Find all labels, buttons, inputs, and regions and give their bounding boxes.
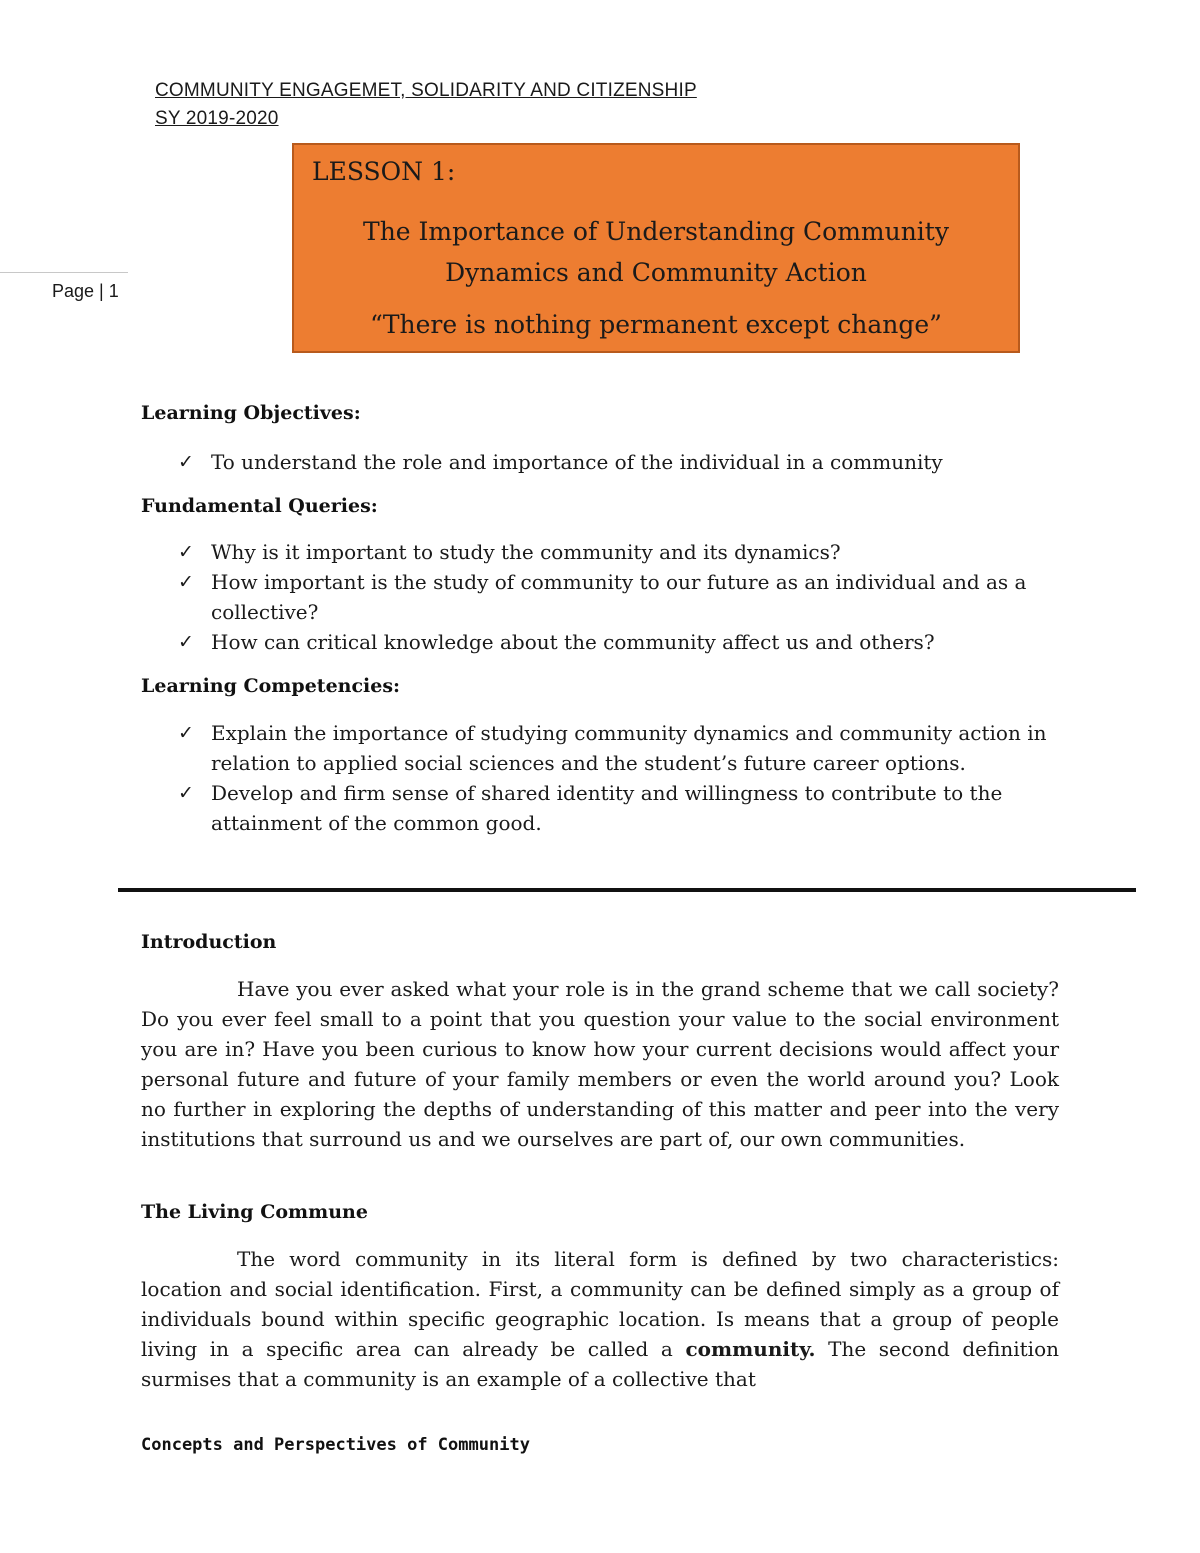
page-footer: Concepts and Perspectives of Community [141, 1435, 530, 1455]
list-item: ✓ How can critical knowledge about the community affect us and others? [178, 627, 1068, 657]
learning-competencies-list [178, 718, 1068, 838]
checkmark-icon: ✓ [178, 451, 194, 473]
lesson-number: LESSON 1: [312, 157, 456, 186]
living-commune-paragraph: The word community in its literal form is defined by two characteristics: location and social identification. First, a community can be defined simply as a group of individuals bound within specific geographic location. Is means that a group of people living in a specific area can already be called a community. The second definition surmises that a community is an example of a collective that [141, 1247, 1059, 1391]
school-year: SY 2019-2020 [155, 108, 279, 129]
learning-objectives-list [178, 447, 1068, 477]
checkmark-icon: ✓ [178, 782, 194, 804]
introduction-paragraph: Have you ever asked what your role is in the grand scheme that we call society? Do you ever feel small to a point that you question your value to the social environment you are in? Have you been curious to know how your current decisions would affect your personal future and future of your family members or even the world around you? Look no further in exploring the depths of understanding of this matter and peer into the very institutions that surround us and we ourselves are part of, our own communities. [141, 977, 1059, 1151]
checkmark-icon: ✓ [178, 541, 194, 563]
section-divider [118, 888, 1136, 892]
lesson-quote: “There is nothing permanent except change” [370, 310, 942, 339]
list-item: ✓ To understand the role and importance of the individual in a community [178, 447, 1068, 477]
lesson-banner [292, 143, 1020, 353]
list-item: ✓ Explain the importance of studying community dynamics and community action in relation to applied social sciences and the student’s future career options. [178, 718, 1068, 778]
list-item: ✓ How important is the study of community to our future as an individual and as a collective? [178, 567, 1068, 627]
living-commune-heading: The Living Commune [141, 1201, 368, 1223]
checkmark-icon: ✓ [178, 631, 194, 653]
learning-competencies-heading: Learning Competencies: [141, 675, 401, 697]
lesson-title-line-2: Dynamics and Community Action [445, 258, 867, 287]
introduction-heading: Introduction [141, 931, 277, 953]
learning-objectives-heading: Learning Objectives: [141, 402, 361, 424]
fundamental-queries-list [178, 537, 1068, 657]
bold-term: community. [685, 1337, 816, 1361]
page-number: Page | 1 [52, 281, 119, 301]
checkmark-icon: ✓ [178, 722, 194, 744]
list-item: ✓ Why is it important to study the community and its dynamics? [178, 537, 1068, 567]
lesson-title [294, 211, 1018, 293]
course-title: COMMUNITY ENGAGEMET, SOLIDARITY AND CITIZENSHIP [155, 80, 697, 101]
checkmark-icon: ✓ [178, 571, 194, 593]
lesson-title-line-1: The Importance of Understanding Community [363, 217, 949, 246]
page-marker-rule [0, 272, 128, 273]
fundamental-queries-heading: Fundamental Queries: [141, 495, 378, 517]
list-item: ✓ Develop and firm sense of shared identity and willingness to contribute to the attainment of the common good. [178, 778, 1068, 838]
